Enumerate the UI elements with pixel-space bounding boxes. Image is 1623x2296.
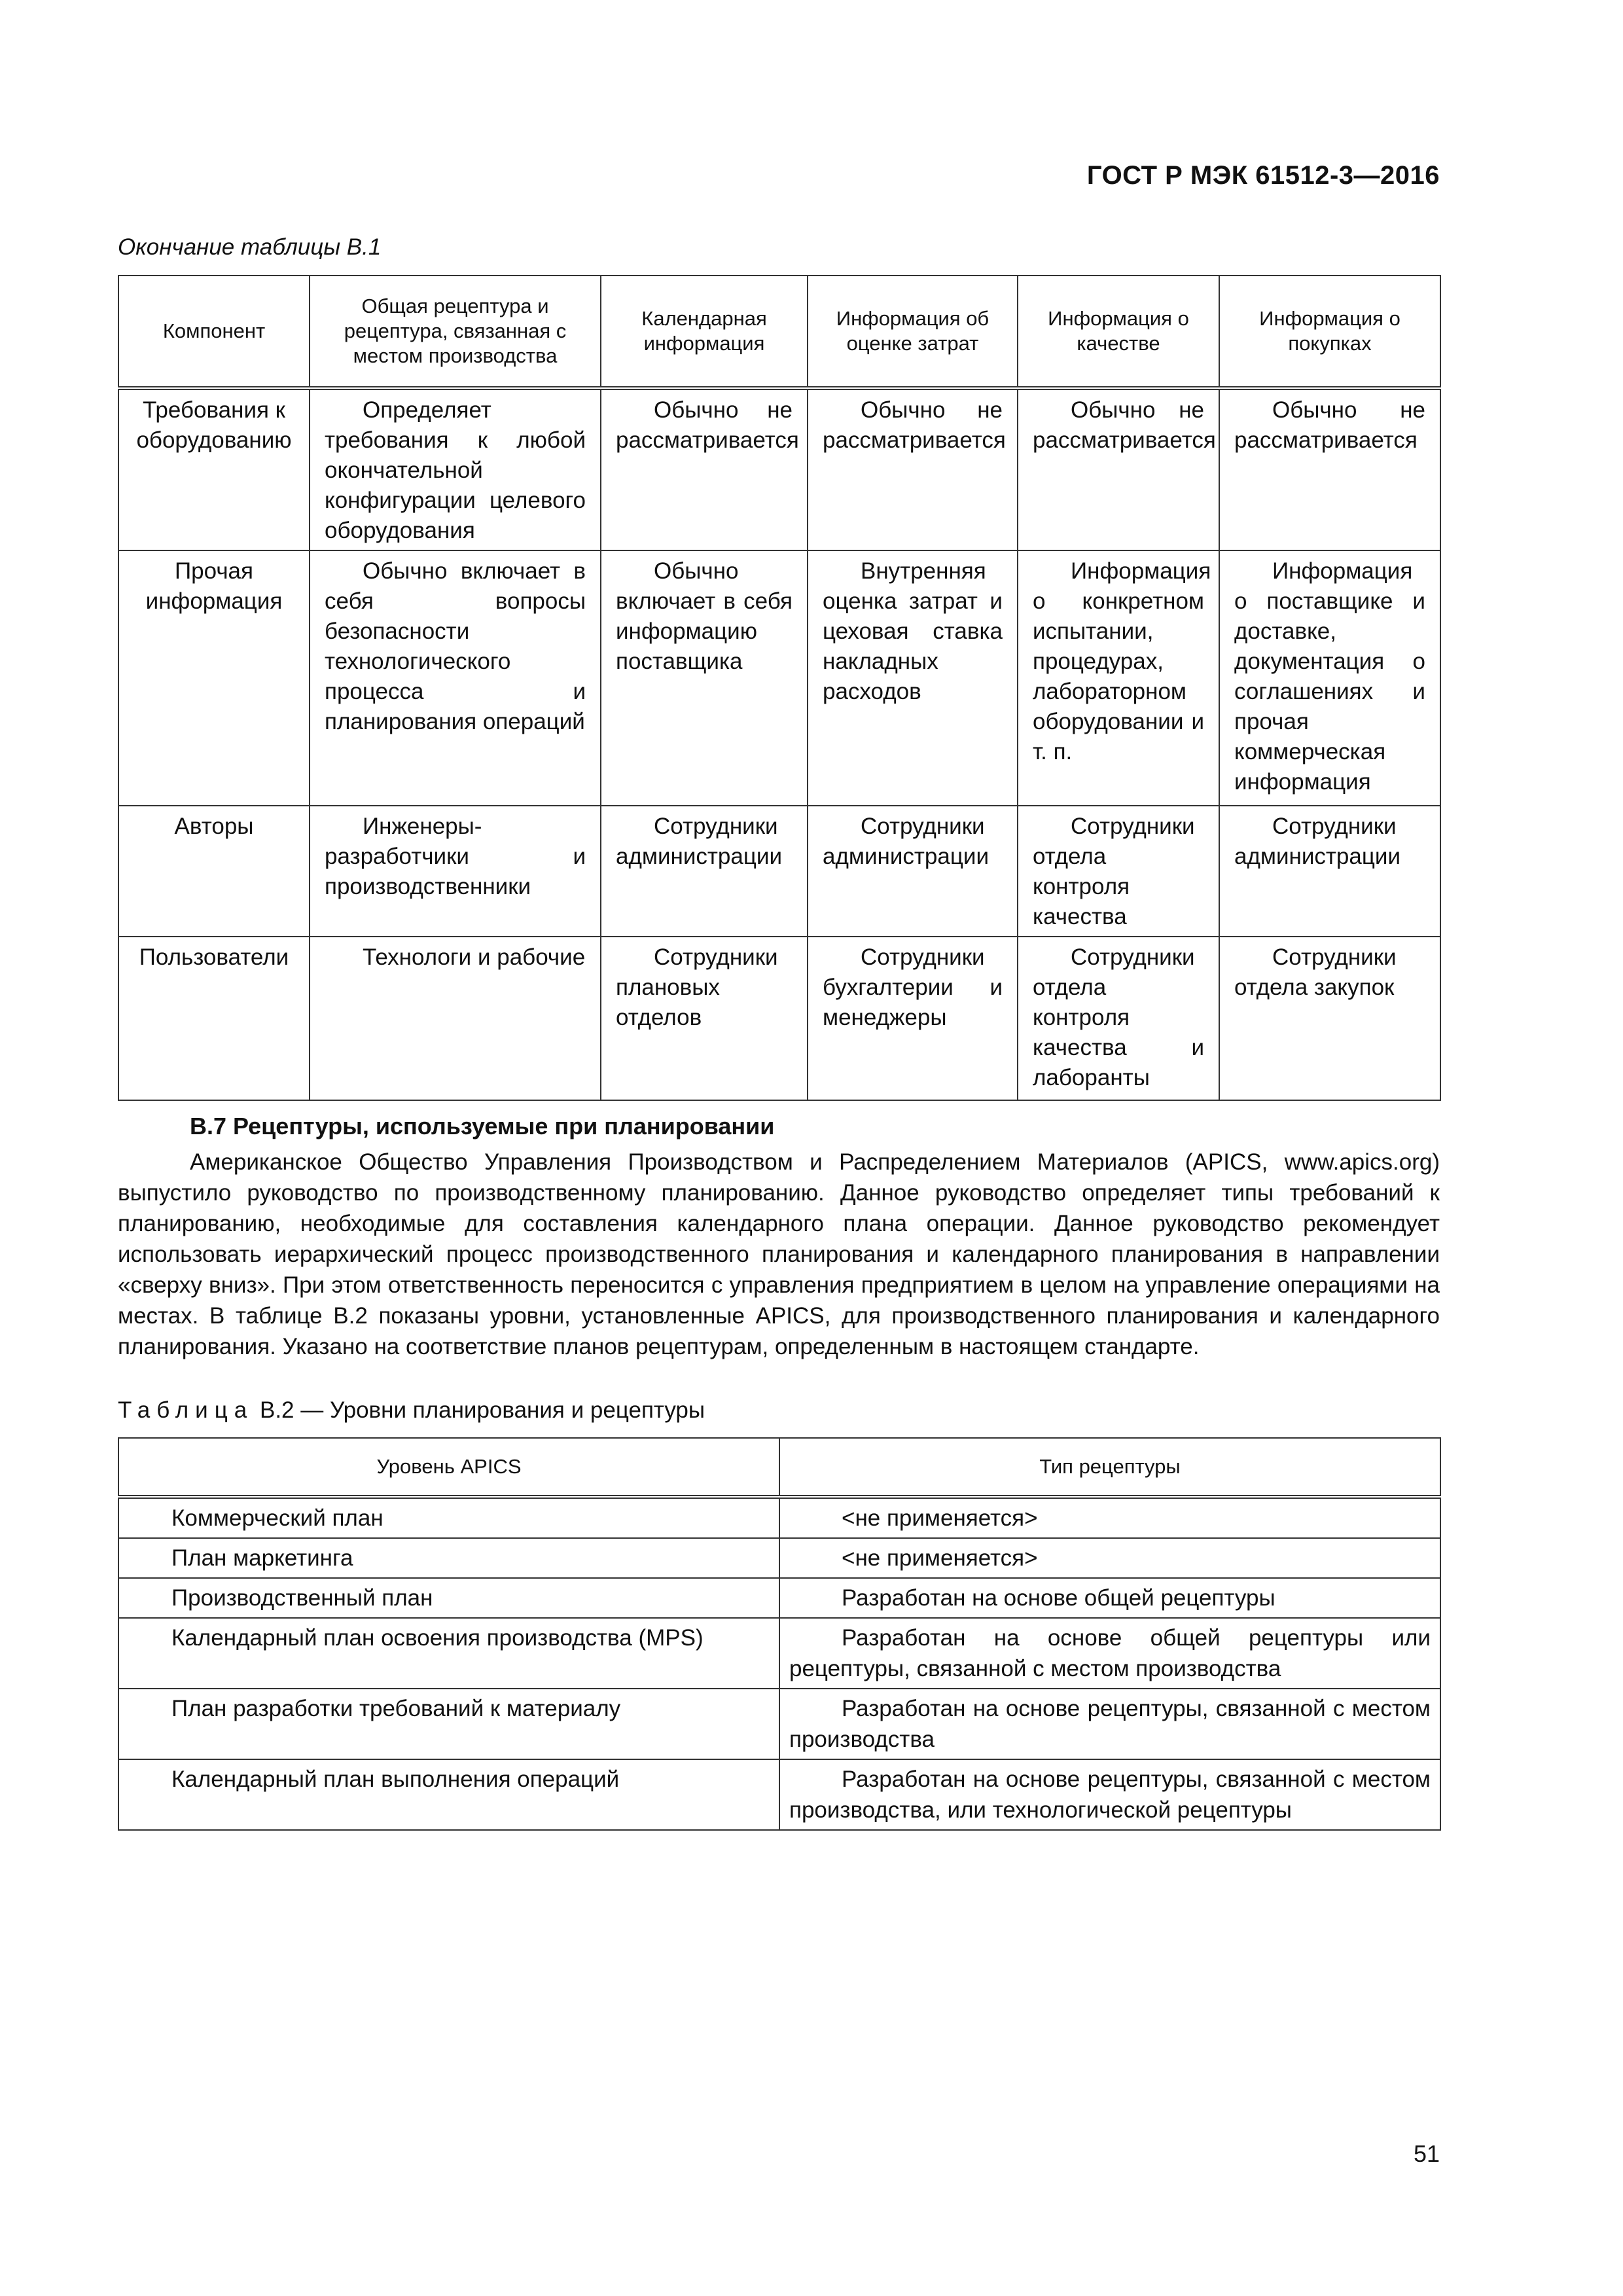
table2-cell: <не применяется> [779, 1538, 1440, 1578]
table2-cell: Разработан на основе общей рецептуры [779, 1578, 1440, 1618]
table1-cell: Обычно не рассматривается [808, 388, 1018, 550]
table1-col-header: Информация о покупках [1219, 276, 1440, 388]
page-number: 51 [1413, 2140, 1440, 2167]
table2-col-header: Уровень APICS [118, 1438, 779, 1497]
table2-caption-label: Таблица [118, 1397, 254, 1423]
table1-cell: Сотрудники администрации [808, 806, 1018, 937]
table1-col-header: Компонент [118, 276, 310, 388]
table-row [118, 1618, 1440, 1689]
table2-col-header: Тип рецептуры [779, 1438, 1440, 1497]
table1-header-row [118, 276, 1440, 388]
section-title: В.7 Рецептуры, используемые при планировании [190, 1113, 775, 1139]
table1-col-header: Общая рецептура и рецептура, связанная с местом производства [310, 276, 601, 388]
table1-col-header: Календарная информация [601, 276, 808, 388]
table1-cell: Сотрудники администрации [1219, 806, 1440, 937]
table1-cell: Авторы [118, 806, 310, 937]
table2-cell: Разработан на основе рецептуры, связанной с местом производства [779, 1689, 1440, 1759]
table1-cell: Сотрудники бухгалтерии и менеджеры [808, 937, 1018, 1100]
table1 [118, 275, 1441, 1101]
table2 [118, 1437, 1441, 1831]
table1-cell: Обычно включает в себя вопросы безопасности технологического процесса и планирования операций [310, 550, 601, 806]
table1-cell: Информация о конкретном испытании, процедурах, лабораторном оборудовании и т. п. [1018, 550, 1219, 806]
table2-cell: План маркетинга [118, 1538, 779, 1578]
table2-caption-text: В.2 — Уровни планирования и рецептуры [259, 1397, 705, 1423]
table1-cell: Обычно не рассматривается [1018, 388, 1219, 550]
table2-caption [118, 1397, 705, 1424]
table1-cell: Сотрудники администрации [601, 806, 808, 937]
table-row [118, 550, 1440, 806]
table2-cell: Разработан на основе общей рецептуры или рецептуры, связанной с местом производства [779, 1618, 1440, 1689]
table1-cell: Пользователи [118, 937, 310, 1100]
table-row [118, 1759, 1440, 1830]
table1-caption: Окончание таблицы В.1 [118, 234, 382, 260]
table2-cell: Производственный план [118, 1578, 779, 1618]
table2-cell: Календарный план выполнения операций [118, 1759, 779, 1830]
table1-cell: Внутренняя оценка затрат и цеховая ставка накладных расходов [808, 550, 1018, 806]
table1-cell: Инженеры-разработчики и производственники [310, 806, 601, 937]
table2-cell: Коммерческий план [118, 1497, 779, 1538]
table1-cell: Информация о поставщике и доставке, документация о соглашениях и прочая коммерческая информация [1219, 550, 1440, 806]
table-row [118, 806, 1440, 937]
table2-cell: Разработан на основе рецептуры, связанной с местом производства, или технологической рецептуры [779, 1759, 1440, 1830]
table-row [118, 1497, 1440, 1538]
section-body: Американское Общество Управления Производством и Распределением Материалов (APICS, www.apics.org) выпустило руководство по производственному планированию. Данное руководство определяет типы требований к планированию, необходимые для составления календарного плана операции. Данное руководство рекомендует использовать иерархический процесс производственного планирования и календарного планирования в направлении «сверху вниз». При этом ответственность переносится с управления предприятием в целом на управление операциями на местах. В таблице В.2 показаны уровни, установленные APICS, для производственного планирования и календарного планирования. Указано на соответствие планов рецептурам, определенным в настоящем стандарте. [118, 1149, 1440, 1359]
table1-cell: Обычно не рассматривается [1219, 388, 1440, 550]
table1-cell: Требования к оборудованию [118, 388, 310, 550]
table-row [118, 1689, 1440, 1759]
table2-cell: План разработки требований к материалу [118, 1689, 779, 1759]
table1-cell: Обычно включает в себя информацию поставщика [601, 550, 808, 806]
table-row [118, 1538, 1440, 1578]
table2-cell: Календарный план освоения производства (MPS) [118, 1618, 779, 1689]
table1-cell: Сотрудники отдела контроля качества [1018, 806, 1219, 937]
table-row [118, 1578, 1440, 1618]
table1-cell: Технологи и рабочие [310, 937, 601, 1100]
table2-cell: <не применяется> [779, 1497, 1440, 1538]
table1-cell: Определяет требования к любой окончательной конфигурации целевого оборудования [310, 388, 601, 550]
table1-col-header: Информация о качестве [1018, 276, 1219, 388]
table-row [118, 937, 1440, 1100]
table-row [118, 388, 1440, 550]
table1-cell: Обычно не рассматривается [601, 388, 808, 550]
standard-code: ГОСТ Р МЭК 61512-3—2016 [1086, 161, 1440, 190]
table1-cell: Сотрудники плановых отделов [601, 937, 808, 1100]
table1-cell: Прочая информация [118, 550, 310, 806]
table1-cell: Сотрудники отдела закупок [1219, 937, 1440, 1100]
table1-cell: Сотрудники отдела контроля качества и лаборанты [1018, 937, 1219, 1100]
table2-header-row [118, 1438, 1440, 1497]
table1-col-header: Информация об оценке затрат [808, 276, 1018, 388]
